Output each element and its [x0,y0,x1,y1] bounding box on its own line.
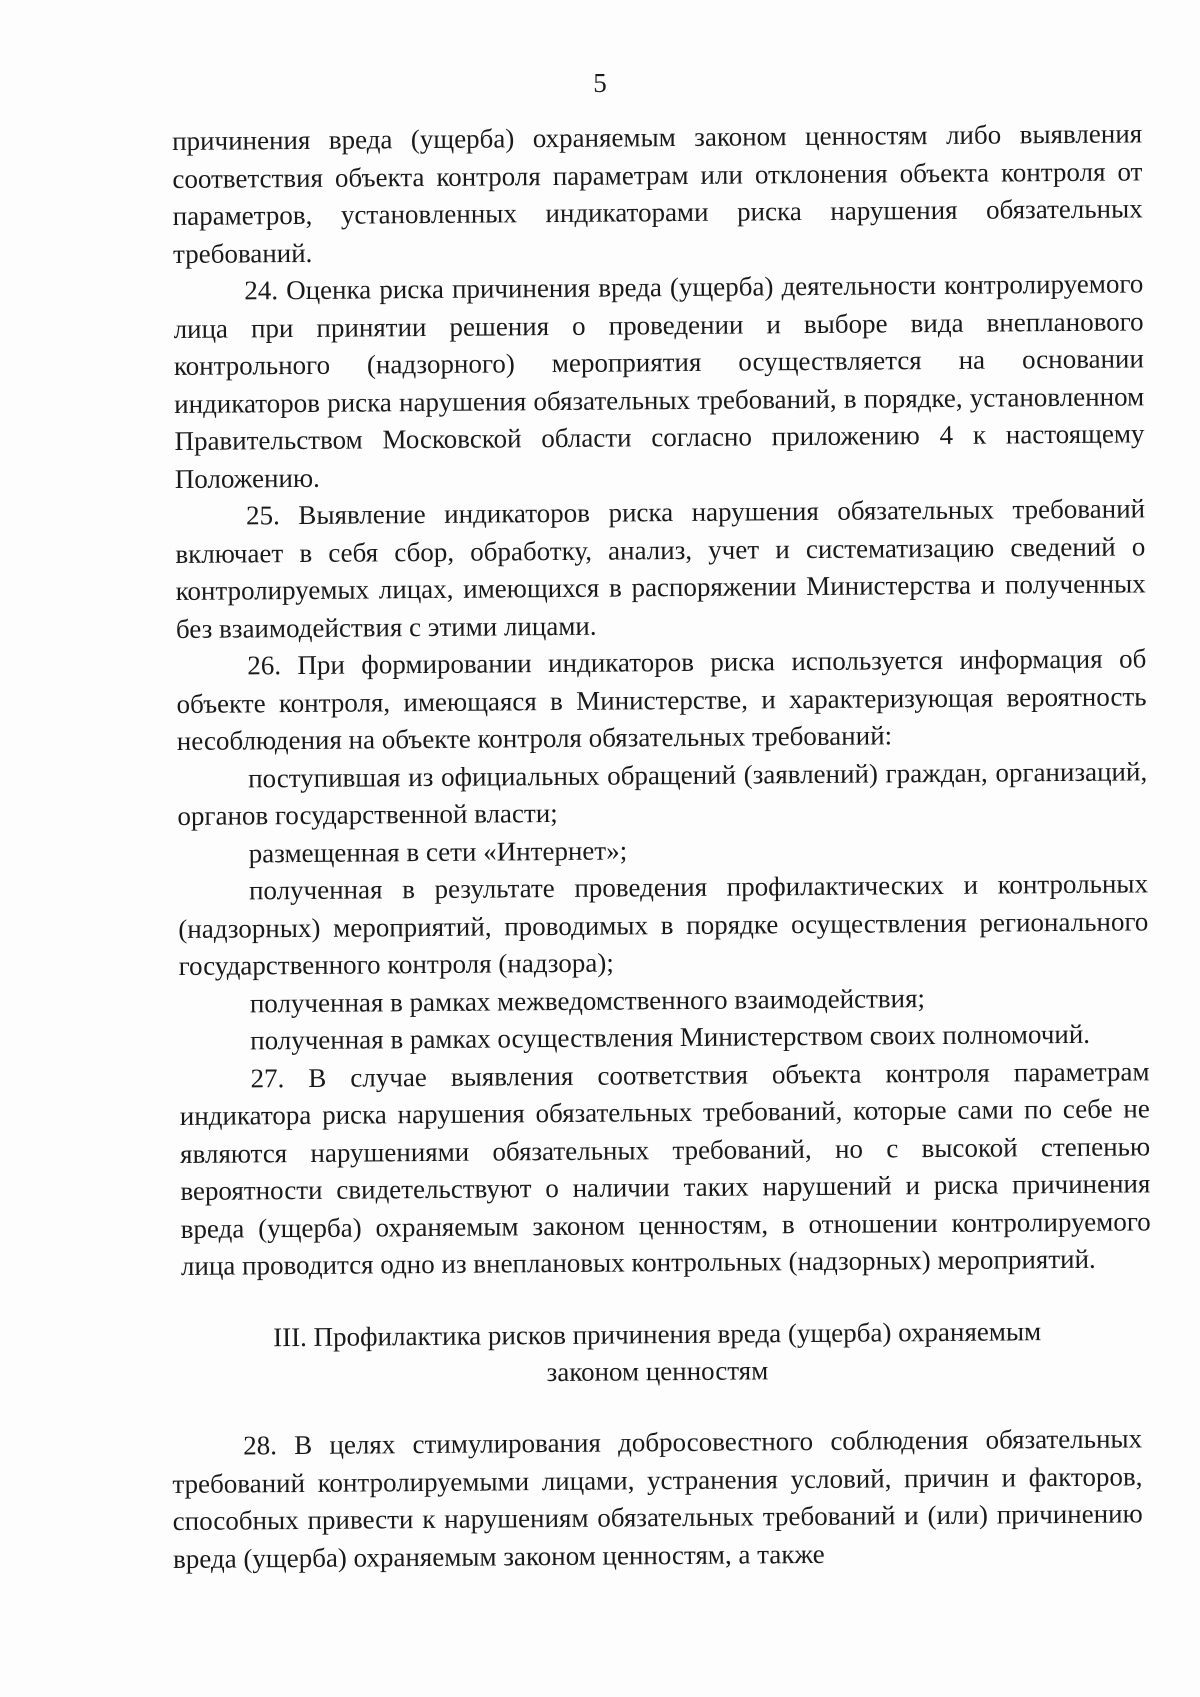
list-item-internet: размещенная в сети «Интернет»; [248,834,628,868]
paragraph-28: 28. В целях стимулирования добросовестного соблюдения обязательных требований контролируемыми лицами, устранения условий, причин и факторов, способных привести к нарушениям обязательных требований и (или) причинению вреда (ущерба) охраняемым законом ценностям, а также [172,1423,1143,1574]
list-item-preventive-measures: полученная в результате проведения профилактических и контрольных (надзорных) мероприятий, проводимых в порядке осуществления регионального государственного контроля (надзора); [178,868,1149,981]
paragraph-27: 27. В случае выявления соответствия объекта контроля параметрам индикатора риска нарушения обязательных требований, которые сами по себе не являются нарушениями обязательных требований, но с высокой степенью вероятности свидетельствуют о наличии таких нарушений и риска причинения вреда (ущерба) охраняемым законом ценностям, в отношении контролируемого лица проводится одно из внеплановых контрольных (надзорных) мероприятий. [179,1055,1151,1281]
paragraph-24: 24. Оценка риска причинения вреда (ущерба) деятельности контролируемого лица при принятии решения о проведении и выборе вида внепланового контрольного (надзорного) мероприятия осуществляется на основании индикаторов риска нарушения обязательных требований, в порядке, установленном Правительством Московской области согласно приложению 4 к настоящему Положению. [173,268,1145,494]
body-text-lower [172,1420,1143,1578]
list-item-ministry-powers: полученная в рамках осуществления Министерством своих полномочий. [250,1018,1091,1056]
section-heading-line-1: III. Профилактика рисков причинения вреда (ущерба) охраняемым [273,1316,1042,1353]
list-item-appeals: поступившая из официальных обращений (заявлений) граждан, организаций, органов государственной власти; [177,755,1148,831]
list-item-interagency: полученная в рамках межведомственного взаимодействия; [249,982,926,1018]
section-heading [172,1312,1143,1394]
page-number: 5 [593,68,607,98]
paragraph-25: 25. Выявление индикаторов риска нарушения обязательных требований включает в себя сбор, обработку, анализ, учет и систематизацию сведений о контролируемых лицах, имеющихся в распоряжении Министерства и полученных без взаимодействия с этими лицами. [175,493,1146,644]
section-heading-line-2: законом ценностям [546,1355,769,1388]
paragraph-continuation: причинения вреда (ущерба) охраняемым законом ценностям либо выявления соответствия объекта контроля параметрам или отклонения объекта контроля от параметров, установленных индикаторами риска нарушения обязательных требований. [172,118,1143,269]
paragraph-26: 26. При формировании индикаторов риска используется информация об объекте контроля, имеющаяся в Министерстве, и характеризующая вероятность несоблюдения на объекте контроля обязательных требований: [176,643,1147,756]
body-text-upper [172,115,1151,1285]
